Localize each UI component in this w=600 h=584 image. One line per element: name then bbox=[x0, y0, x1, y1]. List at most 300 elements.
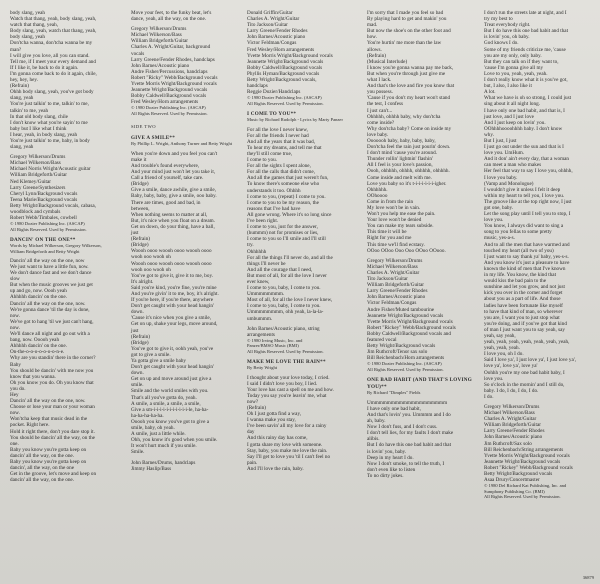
lyric-line: Gregory Wilkerson/Drums bbox=[367, 257, 423, 264]
lyric-line: down. bbox=[131, 370, 144, 377]
lyric-line: know that you wanna. bbox=[10, 373, 56, 380]
lyric-line: Her feel that way to say I love you, ohhhh, bbox=[484, 168, 573, 175]
lyric-line: Ahhhhh dancin' on the one. bbox=[10, 343, 67, 350]
lyric-line: Tell me, if I meet your every demand and bbox=[10, 58, 96, 65]
lyric-line: Oohhh you're my one bad habit baby, I bbox=[484, 369, 565, 376]
credit-note: © 1980 Dozier Publishing Inc. (ASCAP) bbox=[10, 221, 85, 227]
lyric-line: Jeannette Wright/Background vocals bbox=[484, 458, 561, 465]
lyric-line: baby but I like what I think bbox=[10, 125, 67, 132]
lyric-line: (Musical Interlude) bbox=[367, 58, 408, 65]
lyric-line: they'll still come true, bbox=[247, 151, 293, 157]
lyric-line: A smile, just a little while. bbox=[131, 431, 186, 438]
lyric-line: Ya gotta give a smile baby bbox=[131, 358, 186, 364]
lyric-line: John Barnes/Acoustic piano bbox=[131, 62, 190, 69]
credit-note: All Rights Reserved. Used by Permission. bbox=[247, 348, 324, 354]
lyric-line: To no dirty jokes. bbox=[367, 472, 404, 479]
lyric-line: (hummm) not for promises or lies, bbox=[247, 230, 319, 237]
lyric-line: Jim Ruthcroft/Sax solo bbox=[484, 440, 532, 447]
lyric-line: talkin' to me, yeah bbox=[10, 107, 49, 114]
lyric-line: Charles A. Wright/Guitar bbox=[247, 16, 300, 23]
lyric-line: just love, and I just love bbox=[484, 113, 534, 120]
lyric-line: Choose or lose your man or your woman bbox=[10, 404, 95, 411]
lyric-line: ah, baby. bbox=[367, 418, 386, 425]
credit-note: All Rights Reserved. Used by Permission. bbox=[367, 366, 444, 372]
lyric-line: Tito Jackson/Guitar bbox=[247, 22, 288, 29]
lyric-line: vocals bbox=[131, 50, 145, 57]
lyric-line: We don't dance fast and we don't dance bbox=[10, 270, 92, 277]
lyric-line: Larry Greene/Fender Rhodes bbox=[247, 28, 308, 35]
lyric-line: And you're givin' it to me, boy, it's alright. bbox=[131, 290, 219, 297]
lyric-line: try. bbox=[247, 242, 254, 249]
lyric-line: Charles A. Wright/Guitar bbox=[484, 416, 537, 423]
lyric-line: Michael Wilkerson/Bass bbox=[367, 263, 418, 270]
lyric-line: Robert "Rickey" Webb/Background vocals bbox=[484, 464, 573, 471]
lyric-line: There are times, good and bad, in bbox=[131, 199, 201, 206]
lyric-line: All gone wrong. Where it's so long since bbox=[247, 211, 332, 218]
lyric-line: dancin' all the way, on the one. bbox=[10, 452, 75, 459]
lyric-line: now. bbox=[10, 324, 20, 331]
lyric-line: And you know it's just a pleasure to have bbox=[484, 259, 570, 266]
lyric-line: Ahhhhh dancin' on the one. bbox=[10, 294, 67, 301]
lyric-line: Say I'll get to love you 'til I can't feel no bbox=[247, 453, 331, 460]
lyric-line: Larry Greene/Synthesizers bbox=[10, 184, 66, 191]
lyric-line: You're hurtin' me more than the law bbox=[367, 40, 442, 47]
lyric-line: Michael Wilkerson/Bass bbox=[131, 32, 182, 39]
lyric-line: Get on up, shake your legs, move around, bbox=[131, 321, 218, 328]
lyric-line: I don't know what you're sayin' to me bbox=[10, 119, 88, 126]
lyric-line: I come to you so I'll smile and I'll still bbox=[247, 236, 326, 243]
lyric-line: John Barnes/Acoustic piano bbox=[367, 294, 426, 301]
lyric-line: And it don' ain't every day, that a woman bbox=[484, 156, 569, 163]
lyric-line: To hear my dreams, and tell me that bbox=[247, 144, 322, 151]
lyric-line: I have only one bad habit, and that is, I bbox=[484, 107, 565, 114]
lyric-line: Now I don't smoke, to tell the truth, I bbox=[367, 460, 445, 467]
lyric-line: Come in from the rain bbox=[367, 198, 414, 205]
lyric-line: For all the calls that didn't come, bbox=[247, 169, 316, 176]
lyric-line: 'Cause if you don't my heart won't stand bbox=[367, 95, 451, 102]
lyric-line: Michael Norris Wright/Acoustic guitar bbox=[10, 166, 91, 173]
lyric-line: got to give a smile. bbox=[131, 351, 171, 358]
lyric-line: I just can't... bbox=[367, 107, 393, 114]
lyric-line: you're doing, and if you've got that kind bbox=[484, 320, 567, 327]
lyric-line: Asaa Drury/Concertmaster bbox=[484, 477, 540, 484]
lyric-line: OOhoooo bbox=[367, 192, 388, 199]
lyric-line: Give a sm-i-i-i-i-i-i-i-i-i-i-i-le, ha-ha- bbox=[131, 406, 209, 413]
lyric-line: It won't hurt much if you smile. bbox=[131, 443, 197, 450]
lyric-line: Betty Wright/Background vocals, cabasa, bbox=[10, 202, 96, 209]
lyric-line: Hold it right there, don't you dare stop it. bbox=[10, 428, 95, 435]
lyric-line: to have that kind of man, so wherever bbox=[484, 308, 563, 315]
lyric-line: Gregory Wilkerson/Drums bbox=[131, 26, 187, 33]
lyric-line: Most of all, for all the love I never knew, bbox=[247, 297, 333, 304]
lyric-line: woodblock and cymbals bbox=[10, 209, 61, 215]
column-4 bbox=[367, 10, 477, 479]
song-title: YOU)** bbox=[367, 384, 387, 391]
lyric-line: Michael Wilkerson/Bass bbox=[10, 160, 61, 167]
lyric-line: Robert "Rickey" Webb/Background vocals bbox=[367, 324, 456, 331]
lyric-line: Yvette Morris Wright/Background vocals bbox=[131, 81, 217, 88]
lyric-line: (Vamp and Monologue) bbox=[484, 180, 534, 187]
lyric-line: A lot. bbox=[484, 89, 496, 96]
lyric-line: And that's the love and fire you know that bbox=[367, 83, 455, 90]
lyric-line: Why don'tcha baby? Come on inside my bbox=[367, 125, 452, 132]
lyric-line: (Refrain) bbox=[131, 333, 151, 340]
song-title: DANCIN' ON THE ONE** bbox=[10, 237, 76, 243]
lyric-line: Ohhh body slang, yeah, you've got body bbox=[10, 89, 94, 96]
lyric-line: (Bridge) bbox=[131, 339, 149, 346]
lyric-line: Love to you, yeah, yeah, yeah. bbox=[484, 70, 548, 77]
lyric-line: you are, I want you to just stop what bbox=[484, 314, 560, 321]
lyric-line: love you. bbox=[484, 217, 504, 224]
lyric-line: We're gonna dance 'til the day is done, bbox=[10, 306, 90, 313]
lyric-line: John Barnes/Acoustic piano, string bbox=[247, 325, 320, 332]
lyric-line: love ya', love ya', love ya' bbox=[484, 363, 538, 370]
lyric-line: Reggie Dozier/Handclaps bbox=[247, 89, 301, 96]
lyric-line: body slang, yeah bbox=[10, 34, 46, 41]
lyric-line: But now the shoe's on the other foot and bbox=[367, 28, 451, 35]
lyric-line: But they can talk on if they want to, bbox=[484, 58, 559, 65]
lyric-line: Oooh, ohhhhh, ohhhh, ohhhhh, ohhhhh. bbox=[367, 168, 450, 175]
lyric-line: Tito Jackson/Guitar bbox=[367, 276, 408, 283]
lyric-line: If I like it, be back to do it again. bbox=[10, 64, 79, 71]
lyric-line: Dancin' all the way on the one, now. bbox=[10, 300, 86, 307]
lyric-line: umbummm. bbox=[247, 315, 273, 322]
lyric-line: in my life. You know, the kind that bbox=[484, 272, 557, 279]
lyric-line: dance, yeah, all the way, on the one. bbox=[131, 16, 207, 23]
lyric-line: now. bbox=[10, 312, 20, 319]
lyric-line: When you're down and you feel you can't bbox=[131, 150, 218, 157]
column-5 bbox=[484, 10, 596, 499]
lyric-line: Don'tcha wanna, don'tcha wanna be my bbox=[10, 40, 93, 47]
lyric-line: William Bridgeforth/Guitar bbox=[484, 422, 541, 429]
lyric-line: man? bbox=[10, 46, 22, 53]
lyric-line: We'll dance all night and go out with a bbox=[10, 331, 90, 338]
lyric-line: Ned Klemey/Guitar bbox=[10, 178, 52, 185]
lyric-line: William Bridgeforth/Guitar bbox=[10, 172, 67, 179]
lyric-line: Andre Fisher/Percussions, handclaps bbox=[131, 68, 208, 75]
lyric-line: you do. bbox=[10, 385, 26, 392]
lyric-line: When nothing seems to matter at all, bbox=[131, 211, 208, 218]
lyric-line: ever knew, bbox=[247, 278, 270, 285]
column-1 bbox=[10, 10, 118, 483]
lyric-line: Gregory Wilkerson/Drums bbox=[10, 154, 66, 161]
lyric-line: sunshine and let you grow, and not just bbox=[484, 284, 565, 291]
lyric-line: If you're here, if you're there, anywhere bbox=[131, 297, 214, 304]
lyric-line: But when you're through just give me bbox=[367, 70, 446, 77]
lyric-line: Ummmmmmmm. bbox=[247, 291, 285, 298]
lyric-line: I wanna make you stay, bbox=[247, 417, 296, 424]
lyric-line: Betty Wright/Background vocals bbox=[367, 343, 436, 350]
lyric-line: allows. bbox=[367, 46, 382, 53]
lyric-line: Right for you and me bbox=[367, 235, 412, 242]
lyric-line: between, bbox=[131, 205, 150, 212]
lyric-line: pocket. Right here. bbox=[10, 422, 50, 429]
lyric-line: I'm sorry that I made you feel so bad bbox=[367, 10, 444, 16]
lyric-line: slow bbox=[10, 276, 20, 283]
lyric-line: up and go, now. Oooh yeah bbox=[10, 288, 67, 295]
lyric-line: (Bridge) bbox=[131, 242, 149, 249]
lyric-line: You've got to give it, give it to me, boy. bbox=[131, 272, 214, 279]
lyric-line: Hey bbox=[10, 391, 19, 398]
spacer bbox=[10, 232, 118, 236]
lyric-line: Why are you standin' there in the corner? bbox=[10, 355, 96, 362]
lyric-line: Larry Greene/Fender Rhodes bbox=[484, 428, 545, 435]
lyric-line: I come to you. bbox=[247, 157, 277, 164]
lyric-line: Charles A. Wright/Guitar bbox=[367, 269, 420, 276]
lyric-line: Some of my friends criticize me, 'cause bbox=[484, 46, 566, 53]
lyric-line: why. bbox=[484, 131, 494, 138]
lyric-line: (Refrain) bbox=[367, 52, 387, 59]
lyric-line: I don't tell lies, for my faults I don't make bbox=[367, 430, 454, 437]
credit-note: © 1980 Del Richard Kat Publishing, Inc. and bbox=[484, 483, 567, 489]
lyric-line: Larry Greene/Fender Rhodes, handclaps bbox=[131, 56, 215, 63]
lyric-line: can meet a man who makes bbox=[484, 162, 542, 169]
lyric-line: you are my only, only baby. bbox=[484, 52, 542, 59]
lyric-line: Ohhhhhh. bbox=[367, 186, 388, 193]
spacer bbox=[247, 354, 353, 358]
lyric-line: Woooh oooo woooh oooo woooh oooo bbox=[131, 248, 212, 255]
lyric-line: Treat everybody right. bbox=[484, 22, 531, 29]
lyric-line: alibis. bbox=[367, 436, 380, 443]
lyric-line: pain. bbox=[247, 459, 258, 466]
lyric-line: Ooooooh baby, baby, baby, baby, bbox=[367, 137, 436, 144]
lyric-line: You should be dancin' all the way, on the bbox=[10, 434, 95, 441]
lyric-line: Don'tcha feel the rain just pourin' down. bbox=[367, 144, 451, 151]
lyric-line: Baby you know you're gotta keep on bbox=[10, 446, 87, 453]
lyric-line: But, it's nice when you float on a dream. bbox=[131, 217, 215, 224]
lyric-line: try my best to bbox=[484, 16, 513, 23]
lyric-line: John Barnes/Acoustic piano bbox=[247, 34, 306, 41]
lyric-line: smile. bbox=[131, 382, 144, 389]
lyric-line: Baby you know you're gotta keep on bbox=[10, 459, 87, 465]
lyric-line: slang, yeah bbox=[10, 95, 34, 102]
lyric-line: Yvette Morris Wright/Background vocals bbox=[484, 452, 570, 459]
lyric-line: things I'll never be bbox=[247, 260, 286, 267]
lyric-line: Betty Wright/Background vocals, bbox=[247, 77, 317, 84]
lyric-line: within my heart to tell you, I love you. bbox=[484, 192, 565, 199]
lyric-line: Bobby Caldwell/Background vocals and bbox=[367, 330, 451, 337]
lyric-line: Victor Feldman/Congas bbox=[367, 300, 417, 307]
credit-note: © 1980 Irving Music, Inc. and bbox=[247, 337, 303, 343]
lyric-line: got one, baby. bbox=[484, 205, 514, 211]
credit-note: Words by Michael Wilkerson, Gregory Wilkerson, bbox=[10, 243, 102, 249]
lyric-line: And your mind just won't let you take it, bbox=[131, 169, 216, 176]
lyric-line: To know there's someone else who bbox=[247, 181, 320, 188]
lyric-line: Body slang, yeah, watch that thang, yeah, bbox=[10, 28, 97, 35]
lyric-line: And all the courage that I need, bbox=[247, 266, 313, 273]
credit-note: All Rights Reserved. Used by Permission. bbox=[484, 494, 561, 500]
lyric-line: This time we'll find ecstasy. bbox=[367, 241, 425, 248]
lyric-line: Yvette Morris Wright/Background vocals bbox=[247, 52, 333, 59]
lyric-line: All I feel is your love's passion, bbox=[367, 162, 433, 169]
lyric-line: but, I also, I also like it bbox=[484, 83, 532, 90]
spacer bbox=[131, 130, 239, 134]
lyric-line: SIDE TWO bbox=[131, 124, 156, 130]
lyric-line: Now I don't fuss, and I don't cuss. bbox=[367, 424, 438, 431]
lyric-line: Dancin' all the way on the one, now. bbox=[10, 398, 86, 405]
lyric-line: Today you say you're leavin' me, what bbox=[247, 392, 327, 399]
lyric-line: Your love has cast a spell on me and how. bbox=[247, 386, 334, 393]
lyric-line: Love you baby so it's t-i-i-i-i-i-i-igher. bbox=[367, 180, 447, 187]
lyric-line: I've been savin' all my love for a rainy bbox=[247, 423, 327, 430]
lyric-line: Get in the groove, let's move and keep on bbox=[10, 471, 97, 478]
lyric-line: Get on down, do your thing, have a ball, bbox=[131, 223, 215, 230]
lyric-line: Bill Reichenbach/String arrangements bbox=[484, 446, 564, 453]
lyric-line: I love you baby. bbox=[484, 174, 518, 181]
lyric-line: known the kind of men that I've known bbox=[484, 265, 566, 272]
lyric-line: I have only one bad habit, bbox=[367, 405, 421, 412]
lyric-line: love you. UmHum. bbox=[484, 150, 525, 157]
lyric-line: I don't run the streets late at night, and I bbox=[484, 10, 567, 16]
lyric-line: 'Cause it's nice when you give a smile, bbox=[131, 315, 212, 322]
lyric-line: I will give you love, all you can stand. bbox=[10, 52, 90, 59]
lyric-line: don't even like to listen bbox=[367, 466, 416, 473]
lyric-line: We've got to hang 'til we just can't hang, bbox=[10, 318, 94, 325]
lyric-line: I'm gonna come back to do it again, chile, bbox=[10, 70, 97, 77]
lyric-line: Gregory Wilkerson/Drums bbox=[484, 404, 540, 410]
lyric-line: God knows I do. bbox=[484, 40, 519, 47]
lyric-line: Ohh, you know it's good when you smile. bbox=[131, 437, 218, 444]
lyric-line: Don't get caught with your head hangin' bbox=[131, 364, 214, 371]
lyric-line: Give a smile, dance awhile, give a smile, bbox=[131, 187, 217, 194]
lyric-line: now? bbox=[247, 398, 259, 405]
lyric-line: Jim Ruthcroft/Tenor sax solo bbox=[367, 349, 428, 356]
lyric-line: Your love won't be denied bbox=[367, 217, 422, 224]
lyric-line: just bbox=[131, 327, 139, 334]
lyric-line: On-the-o-o-o-o-o-o-o-n-e. bbox=[10, 349, 65, 356]
lyric-line: Jeannette Wright/Background vocals bbox=[247, 58, 324, 65]
lyric-line: Let the song play until I tell you to stop, I bbox=[484, 211, 571, 218]
lyric-line: understands it too. Ohhhh bbox=[247, 187, 301, 194]
credit-note: All Rights Reserved. Used by Permission. bbox=[131, 110, 208, 116]
lyric-line: I hear, yeah, in body slang, yeah bbox=[10, 131, 78, 138]
lyric-line: I thought about your love today, I cried. bbox=[247, 374, 330, 381]
credit-note: © 1980 Dozier Publishing Inc. (ASCAP) bbox=[367, 361, 442, 367]
lyric-line: kick you over in the corner and forget bbox=[484, 290, 563, 297]
lyric-line: music, yes-a-s. bbox=[484, 235, 515, 242]
lyric-line: Charles A. Wright/Guitar, background bbox=[131, 44, 211, 51]
spacer bbox=[247, 106, 353, 110]
lyric-line: body slang, yeah bbox=[10, 10, 46, 16]
lyric-line: I just go out under the sun and that is I bbox=[484, 144, 564, 151]
lyric-line: make it bbox=[131, 156, 147, 163]
lyric-line: reasons that I've had have bbox=[247, 205, 301, 212]
lyric-line: But I do have this one bad habit and that bbox=[484, 28, 569, 35]
lyric-line: Yvette Morris Wright/Background vocals bbox=[367, 318, 453, 325]
catalog-number: 36879 bbox=[582, 575, 594, 580]
lyric-line: you possess. bbox=[367, 89, 393, 96]
lyric-line: Bobby Caldwell/Background vocals bbox=[247, 64, 323, 71]
lyric-line: handclaps bbox=[247, 83, 268, 90]
lyric-line: And all the games that just weren't fun, bbox=[247, 175, 329, 182]
lyric-line: I don't mind 'cause you're around. bbox=[367, 150, 437, 157]
lyric-line: I come to you, baby, I come to you. bbox=[247, 285, 321, 292]
lyric-line: featured vocal bbox=[367, 336, 397, 343]
lyric-line: I come to you to be my reason, the bbox=[247, 199, 319, 206]
lyric-line: how. bbox=[367, 34, 377, 41]
lyric-line: mad. bbox=[367, 22, 378, 29]
lyric-line: Larry Greene/Fender Rhodes bbox=[367, 288, 428, 295]
lyric-line: bang, now. Ooooh yeah bbox=[10, 337, 60, 344]
lyric-line: arrangements bbox=[247, 331, 275, 338]
lyric-line: The groove like at the top right now, I just bbox=[484, 198, 572, 205]
lyric-line: the test, I confess bbox=[367, 101, 404, 108]
lyric-line: Jeannette Wright/Background vocals bbox=[367, 312, 444, 319]
lyric-line: Fred Wesley/Horn arrangements bbox=[247, 46, 315, 53]
lyric-line: Thunder rollin' lightnin' flashin' bbox=[367, 156, 433, 163]
lyric-line: ha-ha-ha-ha-ha. bbox=[131, 412, 164, 419]
lyric-line: You know, I always did want to sing a bbox=[484, 223, 564, 230]
lyric-line: Bill Reichenbach/Horn arrangements bbox=[367, 355, 445, 362]
lyric-line: Fred Wesley/Horn arrangements bbox=[131, 99, 199, 106]
lyric-line: ladies have been fortunate like myself bbox=[484, 302, 563, 309]
lyric-line: would kiss the bad pain to the bbox=[484, 278, 546, 285]
credit-note: Sumphony Publishing Co. (BMI) bbox=[484, 488, 545, 494]
lyric-line: Teena Marie/Background vocals bbox=[10, 196, 78, 203]
lyric-line: Won't you help me ease the pain. bbox=[367, 211, 436, 218]
lyric-line: I come to you, (repeat) I come to you. bbox=[247, 193, 326, 200]
lyric-line: Dancin' all the way on the one, now bbox=[10, 257, 85, 264]
lyric-line: Ummmmmmmm, ohh yeah, la-la-la- bbox=[247, 309, 324, 316]
lyric-line: Won'tcha keep that music dead in the bbox=[10, 416, 88, 423]
lyric-line: You're just talkin' to me, talkin' to me, bbox=[10, 101, 89, 108]
lyric-line: love baby. bbox=[367, 131, 389, 138]
lyric-line: So o'clock in the mornin' and I still do, bbox=[484, 381, 565, 388]
lyric-line: Victor Feldman/Congas bbox=[247, 40, 297, 47]
lyric-line: And to all the men that have warmed and bbox=[484, 241, 570, 248]
spacer bbox=[367, 372, 477, 376]
lyric-line: William Bridgeforth/Guitar bbox=[131, 38, 188, 45]
lyric-line: But I do have this one bad habit and that bbox=[367, 442, 452, 449]
column-2 bbox=[131, 10, 239, 472]
lyric-line: Come inside and melt with me. bbox=[367, 174, 432, 181]
lyric-line: Jimmy Haslip/Bass bbox=[131, 465, 172, 472]
lyric-line: slang, yeah bbox=[10, 144, 34, 151]
lyric-line: Smile. bbox=[131, 449, 145, 456]
lyric-line: (Bridge) bbox=[131, 181, 149, 188]
lyric-line: come inside? bbox=[367, 119, 395, 126]
lyric-line: But I just, I just bbox=[484, 137, 517, 144]
song-title: GIVE A SMILE** bbox=[131, 135, 176, 142]
lyric-line: I love you, oh I do. bbox=[484, 351, 524, 358]
lyric-line: John Barnes/Acoustic piano bbox=[484, 434, 543, 441]
lyric-line: Andre Fisher/Muted tambourine bbox=[367, 306, 435, 313]
lyric-line: Phyllis Hyman/Background vocals bbox=[247, 70, 320, 77]
song-title: MAKE ME LOVE THE RAIN** bbox=[247, 359, 326, 366]
credit-note: © 1980 Dozier Publishing Inc. (ASCAP) bbox=[131, 105, 206, 111]
lyric-line: is lovin' you, baby. bbox=[367, 448, 407, 455]
lyric-line: day bbox=[247, 429, 255, 436]
lyric-line: Woooh oooo woooh oooo woooh oooo bbox=[131, 260, 212, 267]
lyric-line: Ooooh you know you've got to give a bbox=[131, 418, 210, 425]
credit-note: William Bridgeforth and Betty Wright bbox=[10, 248, 80, 254]
lyric-line: touched my heart (all two of you) bbox=[484, 247, 554, 254]
lyric-line: You should be dancin' with me now you bbox=[10, 367, 94, 374]
lyric-line: A smile, a smile, a smile, a smile, bbox=[131, 400, 201, 407]
lyric-line: of man I just want you to say yeah, say bbox=[484, 326, 566, 333]
lyric-line: Robert Webb/Timbales, cowbell bbox=[10, 215, 77, 222]
credit-note: Panzer/BMSO Music (BMI) bbox=[247, 343, 299, 349]
lyric-line: I come to you, just for the answer, bbox=[247, 224, 318, 231]
lyric-line: For all the love I never knew, bbox=[247, 126, 308, 133]
lyric-line: song to you fellas to some pretty bbox=[484, 229, 552, 236]
lyric-line: And I'll love the rain, baby. bbox=[247, 465, 304, 472]
lyric-line: For all the friends I never had bbox=[247, 132, 309, 139]
lyric-line: You've got to give it, oohh yeah, you've bbox=[131, 345, 214, 352]
lyric-line: Oh I just gotta find a way, bbox=[247, 411, 302, 418]
lyric-line: I don't really know what it is you've got, bbox=[484, 77, 568, 84]
lyric-line: just bbox=[131, 230, 139, 237]
